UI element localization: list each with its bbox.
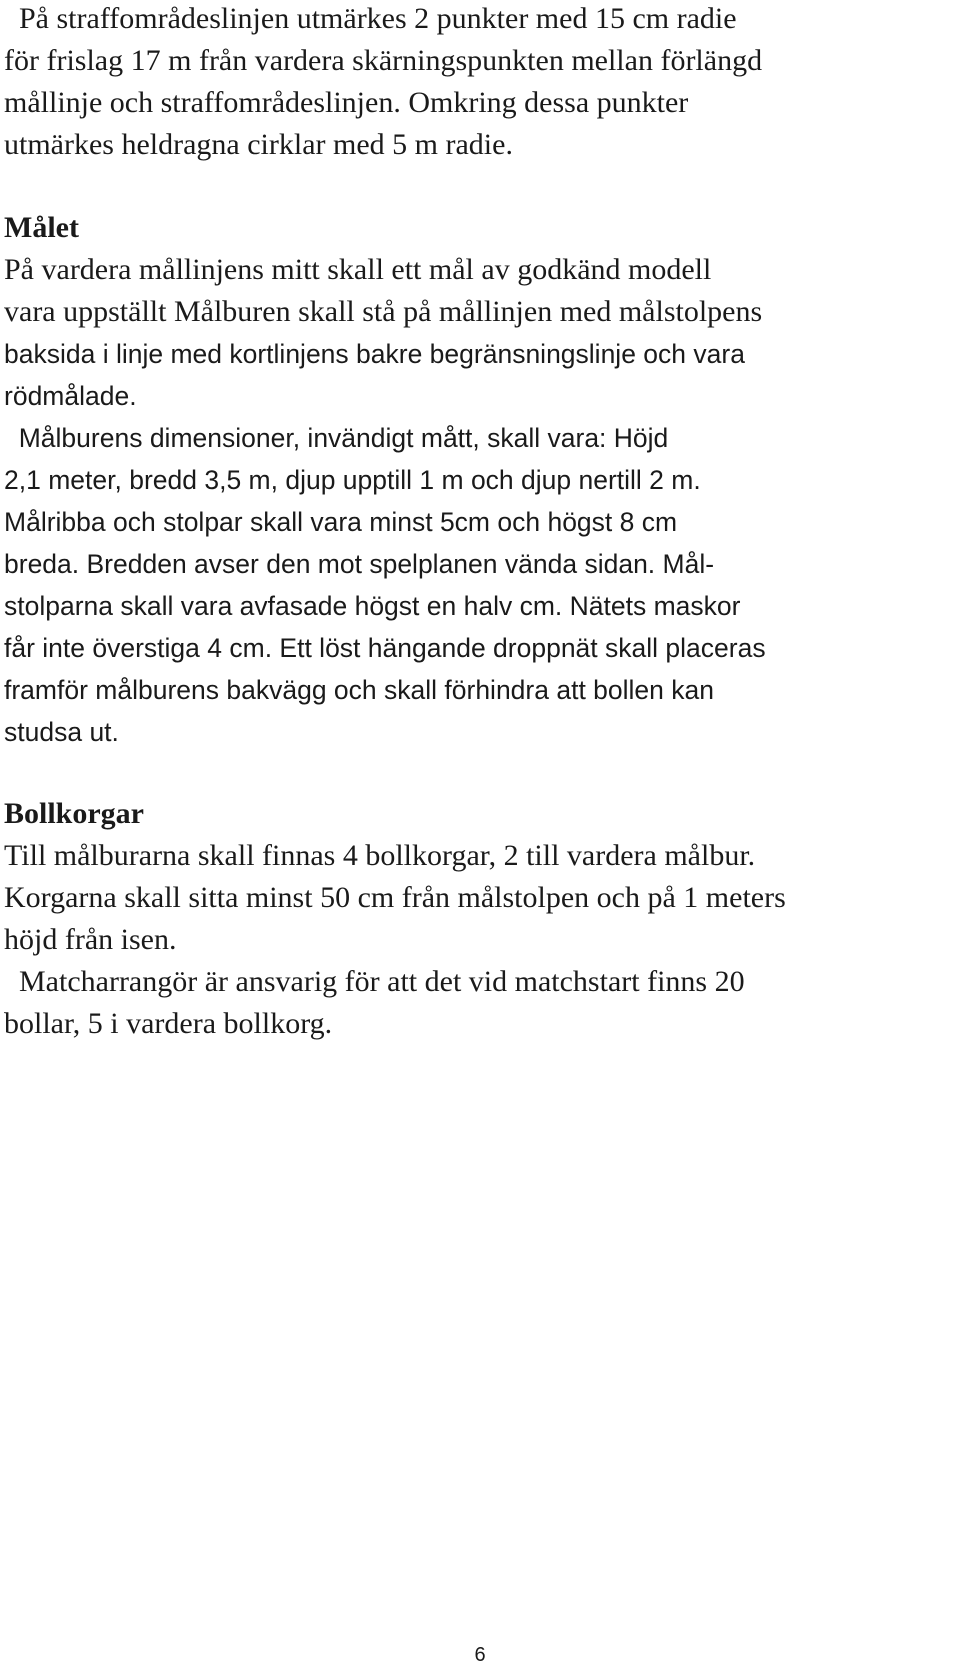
malet-line-12: studsa ut.	[4, 717, 119, 747]
malet-line-6: 2,1 meter, bredd 3,5 m, djup upptill 1 m och djup nertill 2 m.	[4, 465, 701, 495]
page-number: 6	[474, 1644, 486, 1666]
bollkorgar-line-1: Till målburarna skall finnas 4 bollkorgar, 2 till vardera målbur.	[4, 839, 756, 872]
malet-line-9: stolparna skall vara avfasade högst en halv cm. Nätets maskor	[4, 591, 741, 621]
malet-line-8: breda. Bredden avser den mot spelplanen vända sidan. Mål-	[4, 549, 715, 579]
bollkorgar-line-3: höjd från isen.	[4, 923, 177, 956]
malet-line-4: rödmålade.	[4, 381, 137, 411]
section-heading-malet: Målet	[4, 211, 79, 244]
malet-line-7: Målribba och stolpar skall vara minst 5cm och högst 8 cm	[4, 507, 678, 537]
intro-line-4: utmärkes heldragna cirklar med 5 m radie.	[4, 128, 513, 161]
malet-line-3: baksida i linje med kortlinjens bakre begränsningslinje och vara	[4, 339, 745, 369]
section-heading-bollkorgar: Bollkorgar	[4, 797, 144, 830]
intro-line-3: mållinje och straffområdeslinjen. Omkring dessa punkter	[4, 86, 689, 119]
intro-line-1: På straffområdeslinjen utmärkes 2 punkter med 15 cm radie	[4, 2, 737, 35]
malet-line-2: vara uppställt Målburen skall stå på mållinjen med målstolpens	[4, 295, 763, 328]
bollkorgar-line-4: Matcharrangör är ansvarig för att det vid matchstart finns 20	[4, 965, 745, 998]
bollkorgar-line-2: Korgarna skall sitta minst 50 cm från målstolpen och på 1 meters	[4, 881, 786, 914]
malet-line-1: På vardera mållinjens mitt skall ett mål av godkänd modell	[4, 253, 712, 286]
malet-line-10: får inte överstiga 4 cm. Ett löst hängande droppnät skall placeras	[4, 633, 766, 663]
intro-line-2: för frislag 17 m från vardera skärningspunkten mellan förlängd	[4, 44, 763, 77]
malet-line-11: framför målburens bakvägg och skall förhindra att bollen kan	[4, 675, 714, 705]
bollkorgar-line-5: bollar, 5 i vardera bollkorg.	[4, 1007, 333, 1040]
malet-line-5: Målburens dimensioner, invändigt mått, skall vara: Höjd	[4, 423, 669, 453]
